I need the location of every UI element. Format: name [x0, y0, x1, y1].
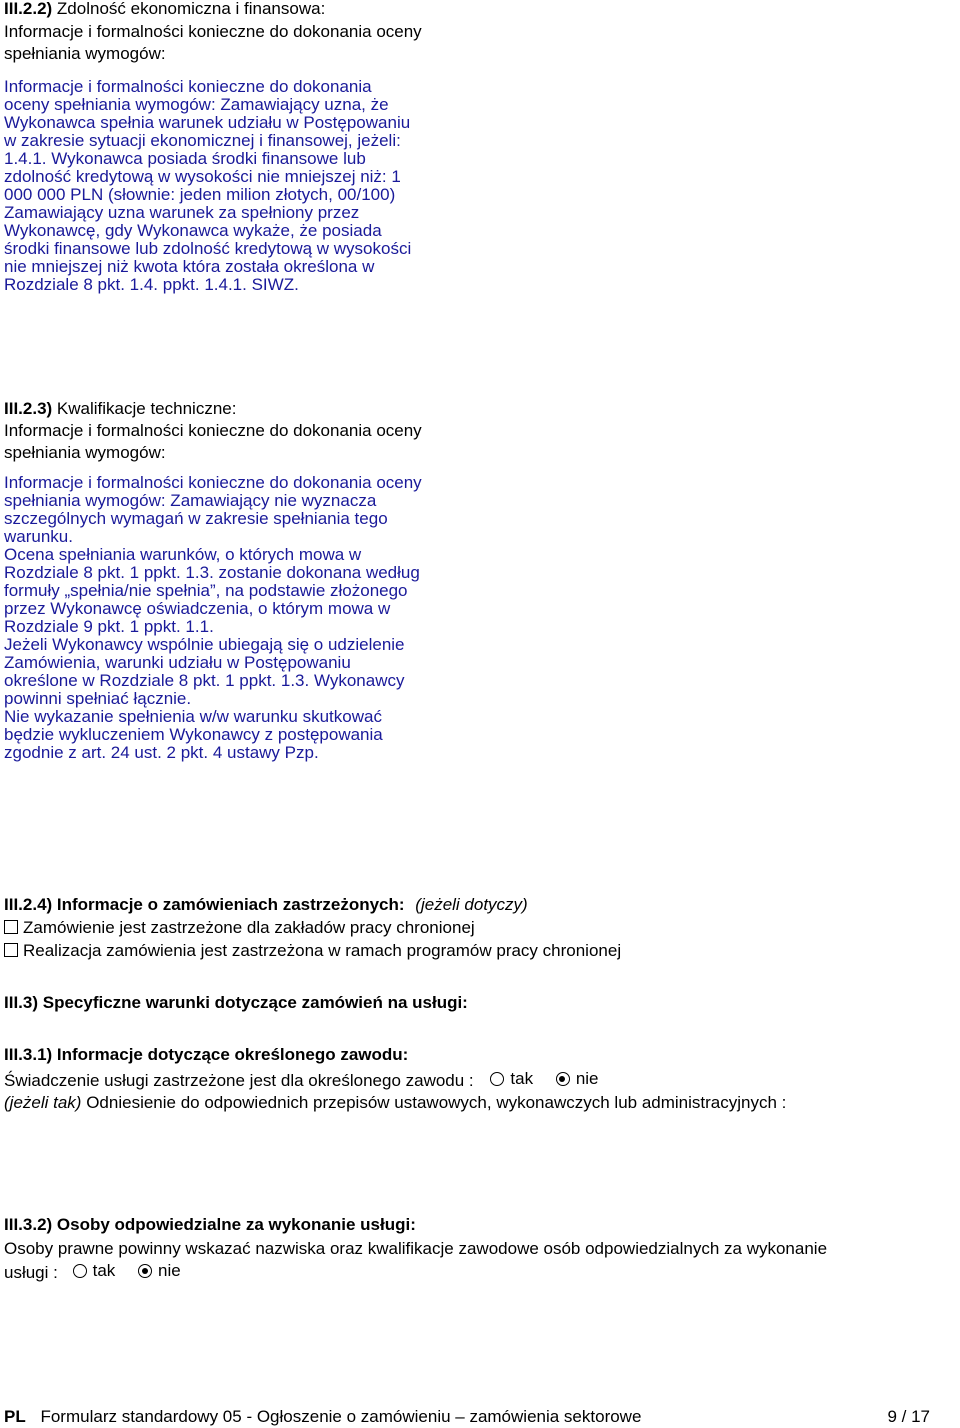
section-heading-iii-2-4: III.2.4) Informacje o zamówieniach zastrzeżonych: (jeżeli dotyczy) [4, 895, 528, 914]
radio-yes[interactable]: tak [73, 1260, 116, 1282]
heading-code: III.2.3) [4, 399, 53, 418]
profession-question: Świadczenie usługi zastrzeżone jest dla określonego zawodu : tak nie [4, 1069, 599, 1090]
field-label: Informacje i formalności konieczne do dokonania oceny spełniania wymogów: [4, 22, 422, 63]
footer-lang: PL [4, 1407, 26, 1426]
checkbox-icon[interactable] [4, 943, 18, 957]
page-footer [4, 1406, 930, 1428]
field-label: Informacje i formalności konieczne do dokonania oceny spełniania wymogów: [4, 421, 422, 462]
section-heading-iii-2-3 [4, 398, 236, 420]
reserved-option-1[interactable]: Zamówienie jest zastrzeżone dla zakładów pracy chronionej [4, 917, 475, 939]
radio-unchecked-icon[interactable] [490, 1072, 504, 1086]
heading-title: Kwalifikacje techniczne: [56, 399, 237, 418]
field-value-economic: Informacje i formalności konieczne do dokonania oceny spełniania wymogów: Zamawiający uzna, że Wykonawca spełnia warunek udziału w Postępowaniu w zakresie sytuacji ekonomicznej i finansowej, jeżeli: 1.4.1. Wykonawca posiada środki finansowe lub zdolność kredytową w wysokości nie mniejszej niż: 1 000 000 PLN (słownie: jeden milion złotych, 00/100) Zamawiający uzna warunek za spełniony przez Wykonawcę, gdy Wykonawca wykaże, że posiada środki finansowe lub zdolność kredytową w wysokości nie mniejszej niż kwota która została określona w Rozdziale 8 pkt. 1.4. ppkt. 1.4.1. SIWZ. [4, 77, 412, 294]
reserved-option-2[interactable]: Realizacja zamówienia jest zastrzeżona w ramach programów pracy chronionej [4, 940, 621, 962]
footer-title: Formularz standardowy 05 - Ogłoszenie o zamówieniu – zamówienia sektorowe [40, 1407, 642, 1426]
section-heading-iii-2-2 [4, 0, 325, 20]
radio-unchecked-icon[interactable] [73, 1264, 87, 1278]
checkbox-icon[interactable] [4, 920, 18, 934]
radio-yes[interactable]: tak [490, 1068, 533, 1090]
radio-checked-icon[interactable] [556, 1072, 570, 1086]
heading-title: Zdolność ekonomiczna i finansowa: [56, 0, 326, 18]
page-number: 9 / 17 [887, 1407, 930, 1426]
radio-no[interactable]: nie [556, 1068, 599, 1090]
field-value-technical: Informacje i formalności konieczne do dokonania oceny spełniania wymogów: Zamawiający nie wyznacza szczególnych wymagań w zakresie spełniania tego warunku. Ocena spełniania warunków, o których mowa w Rozdziale 8 pkt. 1 ppkt. 1.3. zostanie dokonana według formuły „spełnia/nie spełnia”, na podstawie złożonego przez Wykonawcę oświadczenia, o którym mowa w Rozdziale 9 pkt. 1 ppkt. 1.1. Jeżeli Wykonawcy wspólnie ubiegają się o udzielenie Zamówienia, warunki udziału w Postępowaniu określone w Rozdziale 8 pkt. 1 ppkt. 1.3. Wykonawcy powinni spełniać łącznie. Nie wykazanie spełnienia w/w warunku skutkować będzie wykluczeniem Wykonawcy z postępowania zgodnie z art. 24 ust. 2 pkt. 4 ustawy Pzp. [4, 473, 422, 762]
radio-checked-icon[interactable] [138, 1264, 152, 1278]
heading-code: III.2.2) [4, 0, 53, 18]
staff-question: Osoby prawne powinny wskazać nazwiska oraz kwalifikacje zawodowe osób odpowiedzialnych za wykonanie usługi : tak nie [4, 1239, 828, 1282]
section-heading-iii-3-1: III.3.1) Informacje dotyczące określonego zawodu: [4, 1045, 409, 1064]
legal-reference: (jeżeli tak) Odniesienie do odpowiednich przepisów ustawowych, wykonawczych lub administracyjnych : [4, 1093, 787, 1112]
section-heading-iii-3: III.3) Specyficzne warunki dotyczące zamówień na usługi: [4, 993, 468, 1012]
section-heading-iii-3-2: III.3.2) Osoby odpowiedzialne za wykonanie usługi: [4, 1215, 416, 1234]
radio-no[interactable]: nie [138, 1260, 181, 1282]
